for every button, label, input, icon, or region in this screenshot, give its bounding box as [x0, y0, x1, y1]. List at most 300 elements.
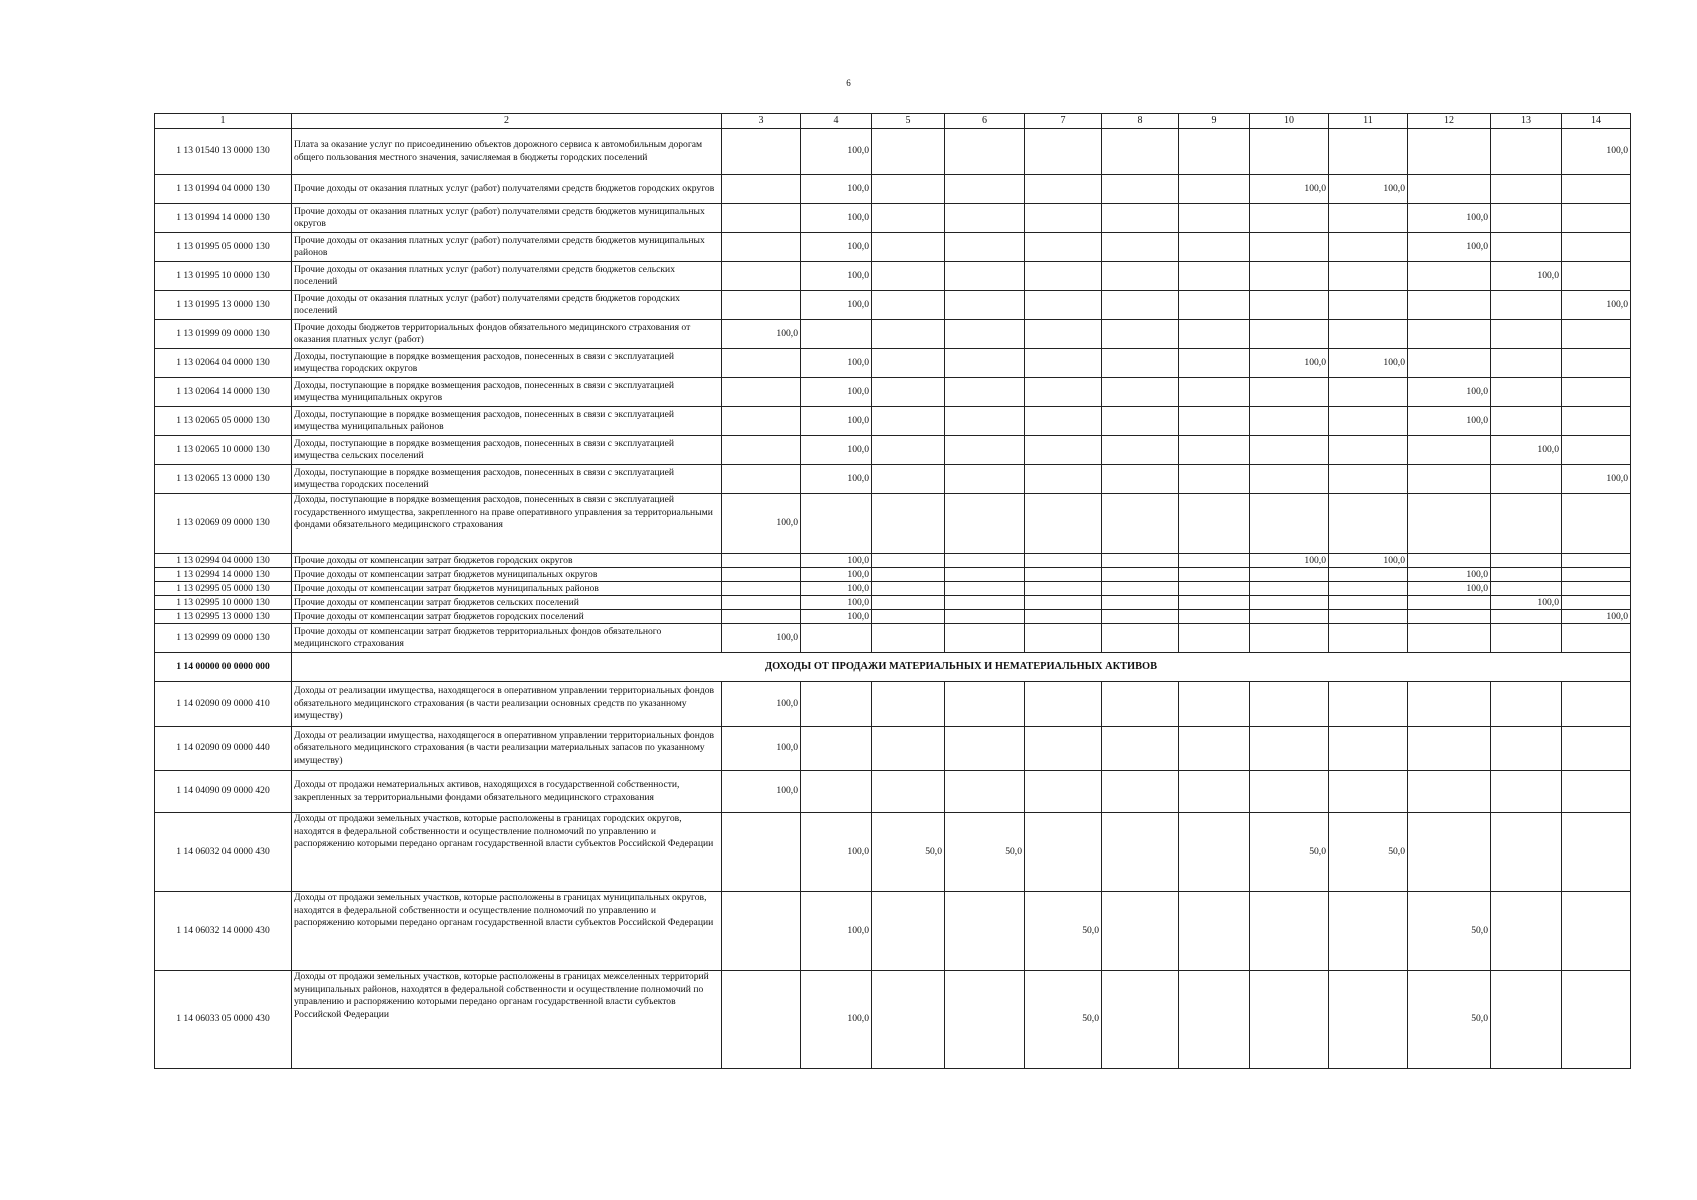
- table-row: [155, 727, 1631, 771]
- table-row: [155, 582, 1631, 596]
- share-value-cell: [1250, 771, 1329, 813]
- share-value-cell: [801, 771, 872, 813]
- share-value-cell: [1491, 554, 1562, 568]
- revenue-name: Доходы, поступающие в порядке возмещения расходов, понесенных в связи с эксплуатацией имущества муниципальных районов: [292, 407, 722, 436]
- share-value-cell: [1491, 233, 1562, 262]
- revenue-code: 1 13 02065 13 0000 130: [155, 465, 292, 494]
- share-value-cell: [872, 378, 945, 407]
- share-value-cell: [1250, 436, 1329, 465]
- share-value-cell: [722, 582, 801, 596]
- revenue-name: Доходы, поступающие в порядке возмещения расходов, понесенных в связи с эксплуатацией государственного имущества, закрепленного на праве оперативного управления за территориальными фондами обязательного медицинского страхования: [292, 494, 722, 554]
- share-value-cell: [1102, 175, 1179, 204]
- revenue-name: Доходы от продажи нематериальных активов, находящихся в государственной собственности, закрепленных за территориальными фондами обязательного медицинского страхования: [292, 771, 722, 813]
- share-value-cell: 100,0: [1408, 204, 1491, 233]
- share-value-cell: [1025, 771, 1102, 813]
- share-value-cell: [1408, 813, 1491, 892]
- share-value-cell: [1102, 892, 1179, 971]
- revenue-code: 1 14 06032 14 0000 430: [155, 892, 292, 971]
- share-value-cell: 100,0: [801, 262, 872, 291]
- share-value-cell: 50,0: [1408, 971, 1491, 1069]
- share-value-cell: [1179, 682, 1250, 727]
- table-row: [155, 610, 1631, 624]
- share-value-cell: [872, 554, 945, 568]
- share-value-cell: [1025, 378, 1102, 407]
- section-header-row: [155, 653, 1631, 682]
- share-value-cell: [722, 971, 801, 1069]
- share-value-cell: [872, 320, 945, 349]
- share-value-cell: 50,0: [1250, 813, 1329, 892]
- share-value-cell: [1250, 378, 1329, 407]
- table-row: [155, 407, 1631, 436]
- share-value-cell: [722, 892, 801, 971]
- share-value-cell: [1179, 554, 1250, 568]
- share-value-cell: [1102, 554, 1179, 568]
- share-value-cell: [1250, 727, 1329, 771]
- share-value-cell: [1329, 494, 1408, 554]
- share-value-cell: 100,0: [1491, 436, 1562, 465]
- revenue-name: Доходы, поступающие в порядке возмещения расходов, понесенных в связи с эксплуатацией имущества городских поселений: [292, 465, 722, 494]
- share-value-cell: [722, 204, 801, 233]
- share-value-cell: [1408, 596, 1491, 610]
- share-value-cell: [945, 436, 1025, 465]
- share-value-cell: [872, 407, 945, 436]
- share-value-cell: 100,0: [1329, 175, 1408, 204]
- share-value-cell: [1102, 682, 1179, 727]
- share-value-cell: [1025, 682, 1102, 727]
- share-value-cell: 100,0: [801, 971, 872, 1069]
- revenue-code: 1 14 00000 00 0000 000: [155, 653, 292, 682]
- share-value-cell: 100,0: [801, 349, 872, 378]
- share-value-cell: 100,0: [801, 378, 872, 407]
- share-value-cell: [1491, 771, 1562, 813]
- share-value-cell: 100,0: [801, 610, 872, 624]
- share-value-cell: [722, 129, 801, 175]
- share-value-cell: [945, 320, 1025, 349]
- share-value-cell: [1562, 682, 1631, 727]
- share-value-cell: 100,0: [801, 129, 872, 175]
- share-value-cell: [1491, 971, 1562, 1069]
- share-value-cell: [801, 727, 872, 771]
- revenue-code: 1 13 02995 05 0000 130: [155, 582, 292, 596]
- revenue-code: 1 14 06033 05 0000 430: [155, 971, 292, 1069]
- share-value-cell: 100,0: [1562, 465, 1631, 494]
- column-number-header: 12: [1408, 114, 1491, 129]
- share-value-cell: [1329, 129, 1408, 175]
- column-number-header: 5: [872, 114, 945, 129]
- share-value-cell: [945, 971, 1025, 1069]
- revenue-code: 1 13 02064 14 0000 130: [155, 378, 292, 407]
- share-value-cell: [1102, 494, 1179, 554]
- share-value-cell: 100,0: [1491, 262, 1562, 291]
- share-value-cell: 100,0: [1408, 407, 1491, 436]
- share-value-cell: 50,0: [1408, 892, 1491, 971]
- share-value-cell: [1408, 465, 1491, 494]
- share-value-cell: [1491, 378, 1562, 407]
- column-number-header: 13: [1491, 114, 1562, 129]
- share-value-cell: [1102, 465, 1179, 494]
- table-row: [155, 175, 1631, 204]
- table-row: [155, 682, 1631, 727]
- share-value-cell: [945, 771, 1025, 813]
- share-value-cell: 50,0: [1025, 892, 1102, 971]
- share-value-cell: [1250, 233, 1329, 262]
- revenue-name: Прочие доходы от компенсации затрат бюджетов сельских поселений: [292, 596, 722, 610]
- revenue-code: 1 13 01995 05 0000 130: [155, 233, 292, 262]
- share-value-cell: [1179, 494, 1250, 554]
- share-value-cell: [1102, 596, 1179, 610]
- share-value-cell: [1562, 378, 1631, 407]
- revenue-code: 1 14 02090 09 0000 440: [155, 727, 292, 771]
- table-row: [155, 378, 1631, 407]
- share-value-cell: [1491, 682, 1562, 727]
- section-title: ДОХОДЫ ОТ ПРОДАЖИ МАТЕРИАЛЬНЫХ И НЕМАТЕРИАЛЬНЫХ АКТИВОВ: [292, 653, 1631, 682]
- share-value-cell: [1102, 610, 1179, 624]
- share-value-cell: [1102, 582, 1179, 596]
- revenue-code: 1 13 01994 04 0000 130: [155, 175, 292, 204]
- share-value-cell: [1025, 494, 1102, 554]
- share-value-cell: [1408, 129, 1491, 175]
- revenue-name: Доходы от реализации имущества, находящегося в оперативном управлении территориальных фондов обязательного медицинского страхования (в части реализации материальных запасов по указанному имуществу): [292, 727, 722, 771]
- share-value-cell: 100,0: [722, 771, 801, 813]
- share-value-cell: [1025, 596, 1102, 610]
- share-value-cell: [1179, 378, 1250, 407]
- share-value-cell: [1491, 129, 1562, 175]
- share-value-cell: [1562, 494, 1631, 554]
- table-row: [155, 892, 1631, 971]
- share-value-cell: 100,0: [1491, 596, 1562, 610]
- share-value-cell: [1562, 892, 1631, 971]
- share-value-cell: [1102, 291, 1179, 320]
- share-value-cell: [945, 554, 1025, 568]
- share-value-cell: [1562, 436, 1631, 465]
- revenue-name: Прочие доходы от оказания платных услуг (работ) получателями средств бюджетов муниципальных округов: [292, 204, 722, 233]
- share-value-cell: [1179, 291, 1250, 320]
- revenue-name: Доходы, поступающие в порядке возмещения расходов, понесенных в связи с эксплуатацией имущества городских округов: [292, 349, 722, 378]
- revenue-code: 1 13 02995 13 0000 130: [155, 610, 292, 624]
- revenue-code: 1 14 06032 04 0000 430: [155, 813, 292, 892]
- share-value-cell: [1025, 582, 1102, 596]
- share-value-cell: [801, 624, 872, 653]
- revenue-distribution-table: [154, 113, 1631, 1069]
- share-value-cell: [872, 204, 945, 233]
- share-value-cell: [1562, 813, 1631, 892]
- share-value-cell: [1025, 554, 1102, 568]
- table-row: [155, 596, 1631, 610]
- share-value-cell: [1025, 610, 1102, 624]
- share-value-cell: [1250, 971, 1329, 1069]
- share-value-cell: [722, 262, 801, 291]
- page-number: 6: [846, 78, 851, 88]
- share-value-cell: [1179, 892, 1250, 971]
- table-row: [155, 624, 1631, 653]
- share-value-cell: [1491, 320, 1562, 349]
- revenue-code: 1 13 02065 10 0000 130: [155, 436, 292, 465]
- share-value-cell: [1408, 436, 1491, 465]
- share-value-cell: [872, 291, 945, 320]
- share-value-cell: [1329, 204, 1408, 233]
- share-value-cell: [1025, 813, 1102, 892]
- share-value-cell: [1025, 349, 1102, 378]
- share-value-cell: 100,0: [1408, 568, 1491, 582]
- share-value-cell: [1408, 320, 1491, 349]
- revenue-name: Доходы от реализации имущества, находящегося в оперативном управлении территориальных фондов обязательного медицинского страхования (в части реализации основных средств по указанному имуществу): [292, 682, 722, 727]
- share-value-cell: [1025, 624, 1102, 653]
- share-value-cell: [1025, 465, 1102, 494]
- share-value-cell: [1250, 494, 1329, 554]
- share-value-cell: 100,0: [1408, 582, 1491, 596]
- share-value-cell: [1408, 682, 1491, 727]
- share-value-cell: [1025, 291, 1102, 320]
- share-value-cell: [872, 494, 945, 554]
- share-value-cell: [945, 175, 1025, 204]
- share-value-cell: [1179, 610, 1250, 624]
- share-value-cell: [1102, 624, 1179, 653]
- share-value-cell: [1329, 624, 1408, 653]
- share-value-cell: [1562, 582, 1631, 596]
- share-value-cell: [1025, 436, 1102, 465]
- share-value-cell: [1329, 727, 1408, 771]
- revenue-code: 1 13 01540 13 0000 130: [155, 129, 292, 175]
- share-value-cell: 50,0: [1025, 971, 1102, 1069]
- share-value-cell: [1562, 727, 1631, 771]
- share-value-cell: 100,0: [722, 624, 801, 653]
- share-value-cell: [1329, 771, 1408, 813]
- share-value-cell: [1179, 568, 1250, 582]
- revenue-code: 1 13 02999 09 0000 130: [155, 624, 292, 653]
- share-value-cell: [722, 465, 801, 494]
- column-numbers-row: [155, 114, 1631, 129]
- share-value-cell: [1179, 624, 1250, 653]
- revenue-code: 1 13 02065 05 0000 130: [155, 407, 292, 436]
- share-value-cell: [722, 175, 801, 204]
- revenue-name: Доходы от продажи земельных участков, которые расположены в границах городских округов, находятся в федеральной собственности и осуществление полномочий по управлению и распоряжению которыми передано органам государственной власти субъектов Российской Федерации: [292, 813, 722, 892]
- revenue-name: Прочие доходы от компенсации затрат бюджетов городских округов: [292, 554, 722, 568]
- share-value-cell: [872, 892, 945, 971]
- share-value-cell: [1179, 813, 1250, 892]
- share-value-cell: [1408, 494, 1491, 554]
- column-number-header: 7: [1025, 114, 1102, 129]
- share-value-cell: [801, 682, 872, 727]
- share-value-cell: [1179, 771, 1250, 813]
- share-value-cell: 100,0: [722, 494, 801, 554]
- share-value-cell: [801, 494, 872, 554]
- revenue-code: 1 13 01999 09 0000 130: [155, 320, 292, 349]
- share-value-cell: [1179, 349, 1250, 378]
- share-value-cell: [1102, 349, 1179, 378]
- share-value-cell: [1562, 771, 1631, 813]
- share-value-cell: [872, 610, 945, 624]
- column-number-header: 8: [1102, 114, 1179, 129]
- share-value-cell: 100,0: [801, 554, 872, 568]
- share-value-cell: [1250, 129, 1329, 175]
- revenue-code: 1 13 01994 14 0000 130: [155, 204, 292, 233]
- revenue-code: 1 13 02994 04 0000 130: [155, 554, 292, 568]
- share-value-cell: [872, 971, 945, 1069]
- share-value-cell: [1329, 971, 1408, 1069]
- revenue-name: Прочие доходы от компенсации затрат бюджетов муниципальных районов: [292, 582, 722, 596]
- share-value-cell: [945, 291, 1025, 320]
- share-value-cell: [1025, 204, 1102, 233]
- share-value-cell: [1329, 262, 1408, 291]
- share-value-cell: [1491, 813, 1562, 892]
- share-value-cell: [1250, 596, 1329, 610]
- table-row: [155, 971, 1631, 1069]
- table-row: [155, 129, 1631, 175]
- share-value-cell: 100,0: [801, 407, 872, 436]
- share-value-cell: [722, 349, 801, 378]
- revenue-name: Прочие доходы от оказания платных услуг (работ) получателями средств бюджетов сельских поселений: [292, 262, 722, 291]
- share-value-cell: [945, 727, 1025, 771]
- share-value-cell: [1562, 262, 1631, 291]
- share-value-cell: [1179, 582, 1250, 596]
- share-value-cell: 100,0: [801, 568, 872, 582]
- revenue-name: Доходы от продажи земельных участков, которые расположены в границах межселенных территорий муниципальных районов, находятся в федеральной собственности и осуществление полномочий по управлению и распоряжению которыми передано органам государственной власти субъектов Российской Федерации: [292, 971, 722, 1069]
- share-value-cell: [722, 813, 801, 892]
- share-value-cell: [1250, 892, 1329, 971]
- share-value-cell: [945, 582, 1025, 596]
- share-value-cell: [1491, 465, 1562, 494]
- column-number-header: 2: [292, 114, 722, 129]
- share-value-cell: [1491, 610, 1562, 624]
- share-value-cell: 50,0: [945, 813, 1025, 892]
- share-value-cell: [1179, 596, 1250, 610]
- share-value-cell: [1408, 349, 1491, 378]
- share-value-cell: [872, 682, 945, 727]
- share-value-cell: 100,0: [801, 204, 872, 233]
- share-value-cell: [945, 682, 1025, 727]
- share-value-cell: [1025, 233, 1102, 262]
- share-value-cell: [1102, 436, 1179, 465]
- share-value-cell: [801, 320, 872, 349]
- revenue-name: Прочие доходы от компенсации затрат бюджетов муниципальных округов: [292, 568, 722, 582]
- share-value-cell: 100,0: [801, 291, 872, 320]
- share-value-cell: 100,0: [1250, 554, 1329, 568]
- revenue-code: 1 13 02069 09 0000 130: [155, 494, 292, 554]
- column-number-header: 11: [1329, 114, 1408, 129]
- revenue-name: Плата за оказание услуг по присоединению объектов дорожного сервиса к автомобильным дорогам общего пользования местного значения, зачисляемая в бюджеты городских поселений: [292, 129, 722, 175]
- share-value-cell: [1102, 262, 1179, 291]
- share-value-cell: [1329, 582, 1408, 596]
- share-value-cell: [1408, 610, 1491, 624]
- revenue-name: Прочие доходы от оказания платных услуг (работ) получателями средств бюджетов муниципальных районов: [292, 233, 722, 262]
- share-value-cell: 50,0: [1329, 813, 1408, 892]
- share-value-cell: [1250, 407, 1329, 436]
- share-value-cell: 100,0: [801, 233, 872, 262]
- share-value-cell: [1250, 320, 1329, 349]
- share-value-cell: [1491, 624, 1562, 653]
- share-value-cell: [1102, 971, 1179, 1069]
- share-value-cell: [1179, 727, 1250, 771]
- share-value-cell: [945, 596, 1025, 610]
- share-value-cell: [872, 262, 945, 291]
- share-value-cell: [872, 624, 945, 653]
- share-value-cell: 100,0: [801, 436, 872, 465]
- share-value-cell: [1491, 727, 1562, 771]
- share-value-cell: [1491, 582, 1562, 596]
- share-value-cell: [945, 465, 1025, 494]
- revenue-name: Прочие доходы от оказания платных услуг (работ) получателями средств бюджетов городских поселений: [292, 291, 722, 320]
- share-value-cell: 100,0: [1250, 175, 1329, 204]
- share-value-cell: [1102, 378, 1179, 407]
- column-number-header: 14: [1562, 114, 1631, 129]
- share-value-cell: [1408, 554, 1491, 568]
- share-value-cell: [872, 727, 945, 771]
- share-value-cell: [722, 378, 801, 407]
- share-value-cell: [1408, 291, 1491, 320]
- share-value-cell: [722, 554, 801, 568]
- share-value-cell: [1025, 407, 1102, 436]
- share-value-cell: [945, 624, 1025, 653]
- share-value-cell: 100,0: [1408, 233, 1491, 262]
- revenue-name: Доходы, поступающие в порядке возмещения расходов, понесенных в связи с эксплуатацией имущества муниципальных округов: [292, 378, 722, 407]
- share-value-cell: [1329, 596, 1408, 610]
- share-value-cell: [1491, 204, 1562, 233]
- share-value-cell: [1562, 624, 1631, 653]
- table-row: [155, 349, 1631, 378]
- share-value-cell: [945, 892, 1025, 971]
- share-value-cell: 100,0: [801, 596, 872, 610]
- share-value-cell: [1102, 204, 1179, 233]
- share-value-cell: [1025, 175, 1102, 204]
- share-value-cell: 100,0: [1408, 378, 1491, 407]
- revenue-name: Прочие доходы от компенсации затрат бюджетов городских поселений: [292, 610, 722, 624]
- share-value-cell: [872, 129, 945, 175]
- share-value-cell: [1179, 204, 1250, 233]
- share-value-cell: [1250, 610, 1329, 624]
- revenue-code: 1 13 01995 10 0000 130: [155, 262, 292, 291]
- share-value-cell: [1025, 129, 1102, 175]
- share-value-cell: [1102, 568, 1179, 582]
- table-row: [155, 465, 1631, 494]
- share-value-cell: [872, 771, 945, 813]
- share-value-cell: [1102, 813, 1179, 892]
- share-value-cell: [1102, 233, 1179, 262]
- table-row: [155, 568, 1631, 582]
- share-value-cell: [1562, 596, 1631, 610]
- share-value-cell: [1562, 175, 1631, 204]
- share-value-cell: [1250, 582, 1329, 596]
- table-row: [155, 262, 1631, 291]
- share-value-cell: [1562, 204, 1631, 233]
- share-value-cell: [945, 378, 1025, 407]
- share-value-cell: [945, 262, 1025, 291]
- table-row: [155, 494, 1631, 554]
- table-row: [155, 233, 1631, 262]
- share-value-cell: [1329, 465, 1408, 494]
- share-value-cell: [1562, 320, 1631, 349]
- table-row: [155, 554, 1631, 568]
- share-value-cell: 100,0: [1562, 291, 1631, 320]
- share-value-cell: [1102, 320, 1179, 349]
- share-value-cell: [1250, 204, 1329, 233]
- column-number-header: 1: [155, 114, 292, 129]
- share-value-cell: [1329, 568, 1408, 582]
- share-value-cell: [1250, 465, 1329, 494]
- revenue-code: 1 14 02090 09 0000 410: [155, 682, 292, 727]
- share-value-cell: [945, 204, 1025, 233]
- share-value-cell: 100,0: [1329, 349, 1408, 378]
- share-value-cell: 100,0: [1562, 129, 1631, 175]
- share-value-cell: [1491, 407, 1562, 436]
- column-number-header: 10: [1250, 114, 1329, 129]
- share-value-cell: [1408, 727, 1491, 771]
- share-value-cell: 100,0: [1250, 349, 1329, 378]
- share-value-cell: [945, 407, 1025, 436]
- share-value-cell: [1329, 233, 1408, 262]
- share-value-cell: [1408, 262, 1491, 291]
- share-value-cell: [1491, 291, 1562, 320]
- revenue-code: 1 13 02995 10 0000 130: [155, 596, 292, 610]
